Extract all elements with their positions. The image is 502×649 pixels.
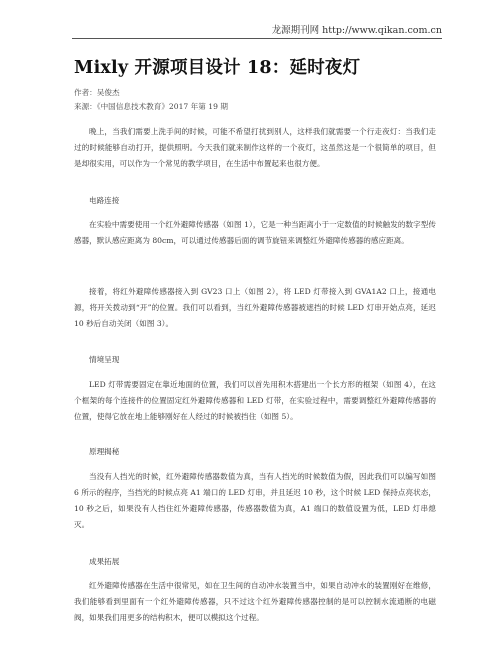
intro-paragraph: 晚上，当我们需要上洗手间的时候，可能不希望打扰到别人，这样我们就需要一个行走夜灯：当我们走过的时候能够自动打开，提供照明。今天我们就来制作这样的一个夜灯，这虽然这是一个很简单的项目，但是却很实用，可以作为一个常见的教学项目，在生活中布置起来也很方便。 (74, 127, 436, 168)
article-source: 来源：《中国信息技术教育》2017 年第 19 期 (74, 102, 228, 111)
site-header: 龙源期刊网 http://www.qikan.com.cn (271, 25, 442, 36)
extension-paragraph: 红外避障传感器在生活中很常见，如在卫生间的自动冲水装置当中，如果自动冲水的装置刚好在维修，我们能够看到里面有一个红外避障传感器，只不过这个红外避障传感器控制的是可以控制水流通断的电磁阀，如果我们用更多的结构积木，便可以模拟这个过程。 (74, 581, 436, 622)
principle-paragraph: 当没有人挡光的时候，红外避障传感器数值为真，当有人挡光的时候数值为假，因此我们可以编写如图 6 所示的程序，当挡光的时候点亮 A1 端口的 LED 灯串，并且延迟 10 秒，这个时候 LED 保持点亮状态，10 秒之后，如果没有人挡住红外避障传感器，传感器数值为真，A1 端口的数值设置为低，LED 灯串熄灭。 (74, 472, 436, 529)
article-title: Mixly 开源项目设计 18：延时夜灯 (74, 58, 361, 78)
section-heading-principle: 原理揭秘 (89, 447, 120, 456)
section-heading-circuit: 电路连接 (89, 196, 120, 205)
circuit-paragraph-2: 接着，将红外避障传感器接入到 GV23 口上（如图 2），将 LED 灯带接入到 GVA1A2 口上，接通电源，将开关拨动到“开”的位置。我们可以看到，当红外避障传感器被遮挡的时候 LED 灯串开始点亮，延迟 10 秒后自动关闭（如图 3）。 (74, 287, 436, 328)
scenario-paragraph: LED 灯带需要固定在靠近地面的位置，我们可以首先用积木搭建出一个长方形的框架（如图 4），在这个框架的每个连接件的位置固定红外避障传感器和 LED 灯带，在实验过程中，需要调整红外避障传感器的位置，使得它放在地上能够刚好在人经过的时候被挡住（如图 5）。 (74, 380, 436, 421)
section-heading-scenario: 情境呈现 (89, 355, 120, 364)
header-divider (72, 38, 442, 39)
circuit-paragraph-1: 在实验中需要使用一个红外避障传感器（如图 1），它是一种当距离小于一定数值的时候触发的数字型传感器，默认感应距离为 80cm，可以通过传感器后面的调节旋钮来调整红外避障传感器的感应距离。 (74, 220, 436, 245)
section-heading-extension: 成果拓展 (89, 557, 120, 566)
article-author: 作者：吴俊杰 (74, 88, 120, 97)
